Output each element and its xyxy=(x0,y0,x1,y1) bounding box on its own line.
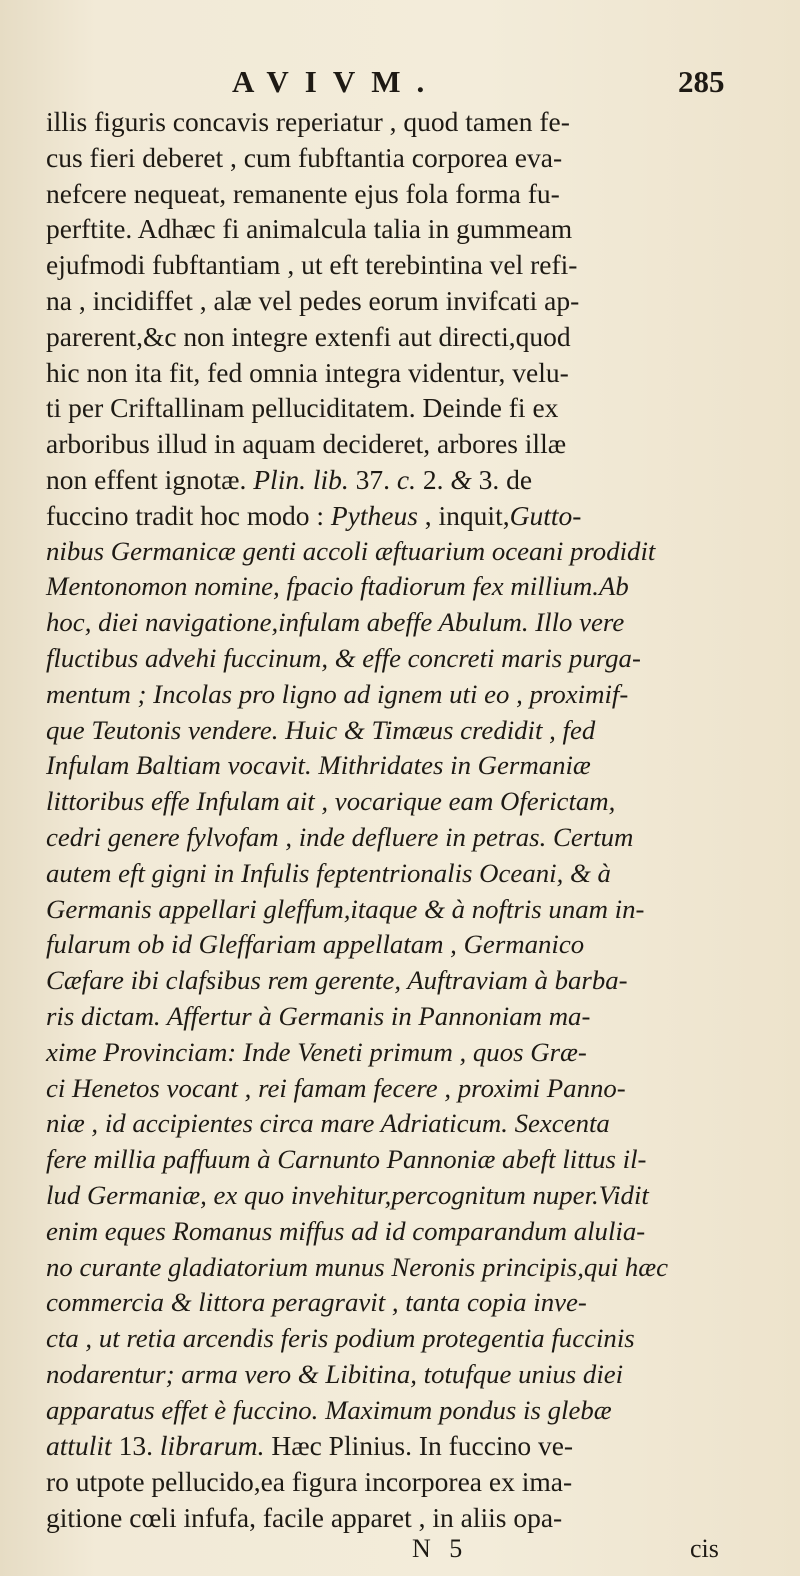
roman-run: fuccino tradit hoc modo : xyxy=(46,499,331,531)
text-line: commercia & littora peragravit , tanta copia inve- xyxy=(46,1287,587,1318)
roman-run: 2. xyxy=(415,463,451,495)
text-line: lud Germaniæ, ex quo invehitur,percognitum nuper.Vidit xyxy=(46,1179,649,1210)
text-line: nefcere nequeat, remanente ejus fola forma fu- xyxy=(46,177,560,209)
text-line: no curante gladiatorium munus Neronis principis,qui hæc xyxy=(46,1251,669,1282)
text-line: Infulam Baltiam vocavit. Mithridates in Germaniæ xyxy=(46,750,591,781)
text-line: hoc, diei navigatione,infulam abeffe Abulum. Illo vere xyxy=(46,607,625,638)
roman-run: Hæc Plinius. In fuccino ve- xyxy=(264,1430,574,1462)
page-number: 285 xyxy=(678,64,725,99)
text-line: fere millia paffuum à Carnunto Pannoniæ abeft littus il- xyxy=(46,1144,647,1175)
text-line: nibus Germanicæ genti accoli æftuarium oceani prodidit xyxy=(46,535,656,566)
text-line: ro utpote pellucido,ea figura incorporea ex ima- xyxy=(46,1466,573,1498)
text-line: apparatus effet è fuccino. Maximum pondus is glebæ xyxy=(46,1394,612,1425)
text-line: ris dictam. Affertur à Germanis in Pannoniam ma- xyxy=(46,1000,591,1031)
text-line: na , incidiffet , alæ vel pedes eorum invifcati ap- xyxy=(46,284,580,316)
text-line xyxy=(46,1428,742,1464)
italic-run: & xyxy=(450,463,472,495)
text-line xyxy=(46,462,742,498)
text-line: fluctibus advehi fuccinum, & effe concreti maris purga- xyxy=(46,642,641,673)
text-line: parerent,&c non integre extenfi aut directi,quod xyxy=(46,320,571,352)
text-line: mentum ; Incolas pro ligno ad ignem uti eo , proximif- xyxy=(46,678,629,709)
text-line: fularum ob id Gleffariam appellatam , Germanico xyxy=(46,929,585,960)
text-line: ejufmodi fubftantiam , ut eft terebintina vel refi- xyxy=(46,249,578,281)
text-line: Germanis appellari gleffum,itaque & à noftris unam in- xyxy=(46,893,645,924)
text-line: enim eques Romanus miffus ad id comparandum alulia- xyxy=(46,1215,646,1246)
text-line: cedri genere fylvofam , inde defluere in petras. Certum xyxy=(46,821,634,852)
text-line: xime Provinciam: Inde Veneti primum , quos Græ- xyxy=(46,1036,587,1067)
roman-run: 13. xyxy=(111,1430,160,1462)
text-line: cus fieri deberet , cum fubftantia corporea eva- xyxy=(46,141,563,173)
text-line: illis figuris concavis reperiatur , quod tamen fe- xyxy=(46,106,570,137)
text-line: littoribus effe Infulam ait , vocarique eam Oferictam, xyxy=(46,786,616,817)
roman-run: 37. xyxy=(348,463,397,495)
text-line: Mentonomon nomine, fpacio ftadiorum fex millium.Ab xyxy=(46,571,629,602)
text-line: niæ , id accipientes circa mare Adriaticum. Sexcenta xyxy=(46,1108,610,1139)
italic-run: Gutto- xyxy=(509,499,582,531)
roman-run: , inquit, xyxy=(417,499,510,531)
italic-run: Pytheus xyxy=(330,499,418,531)
catchword: cis xyxy=(690,1534,719,1563)
text-line: nodarentur; arma vero & Libitina, totufque unius diei xyxy=(46,1358,624,1389)
text-line: ti per Criftallinam pelluciditatem. Deinde fi ex xyxy=(46,392,559,424)
text-line: Cæfare ibi clafsibus rem gerente, Auftraviam à barba- xyxy=(46,965,628,996)
italic-run: Plin. lib. xyxy=(253,463,349,495)
text-line xyxy=(46,498,742,534)
text-line: cta , ut retia arcendis feris podium protegentia fuccinis xyxy=(46,1323,635,1354)
roman-run: non effent ignotæ. xyxy=(46,463,254,495)
text-line: que Teutonis vendere. Huic & Timæus credidit , fed xyxy=(46,714,596,745)
signature-mark: N 5 xyxy=(412,1534,469,1563)
text-line: perftite. Adhæc fi animalcula talia in gummeam xyxy=(46,213,573,245)
italic-run: c. xyxy=(396,463,416,495)
italic-run: librarum. xyxy=(159,1430,265,1462)
text-line: gitione cœli infufa, facile apparet , in aliis opa- xyxy=(46,1502,563,1534)
body-text xyxy=(46,104,742,1536)
text-line: arboribus illud in aquam decideret, arbores illæ xyxy=(46,428,567,460)
text-line: ci Henetos vocant , rei famam fecere , proximi Panno- xyxy=(46,1072,626,1103)
page-footer xyxy=(0,1534,800,1570)
text-line: autem eft gigni in Infulis feptentrionalis Oceani, & à xyxy=(46,857,611,888)
roman-run: 3. de xyxy=(471,463,533,495)
text-line: hic non ita fit, fed omnia integra videntur, velu- xyxy=(46,356,569,388)
running-head xyxy=(0,64,800,102)
running-title: AVIVM. xyxy=(232,64,441,99)
italic-run: attulit xyxy=(46,1430,112,1462)
